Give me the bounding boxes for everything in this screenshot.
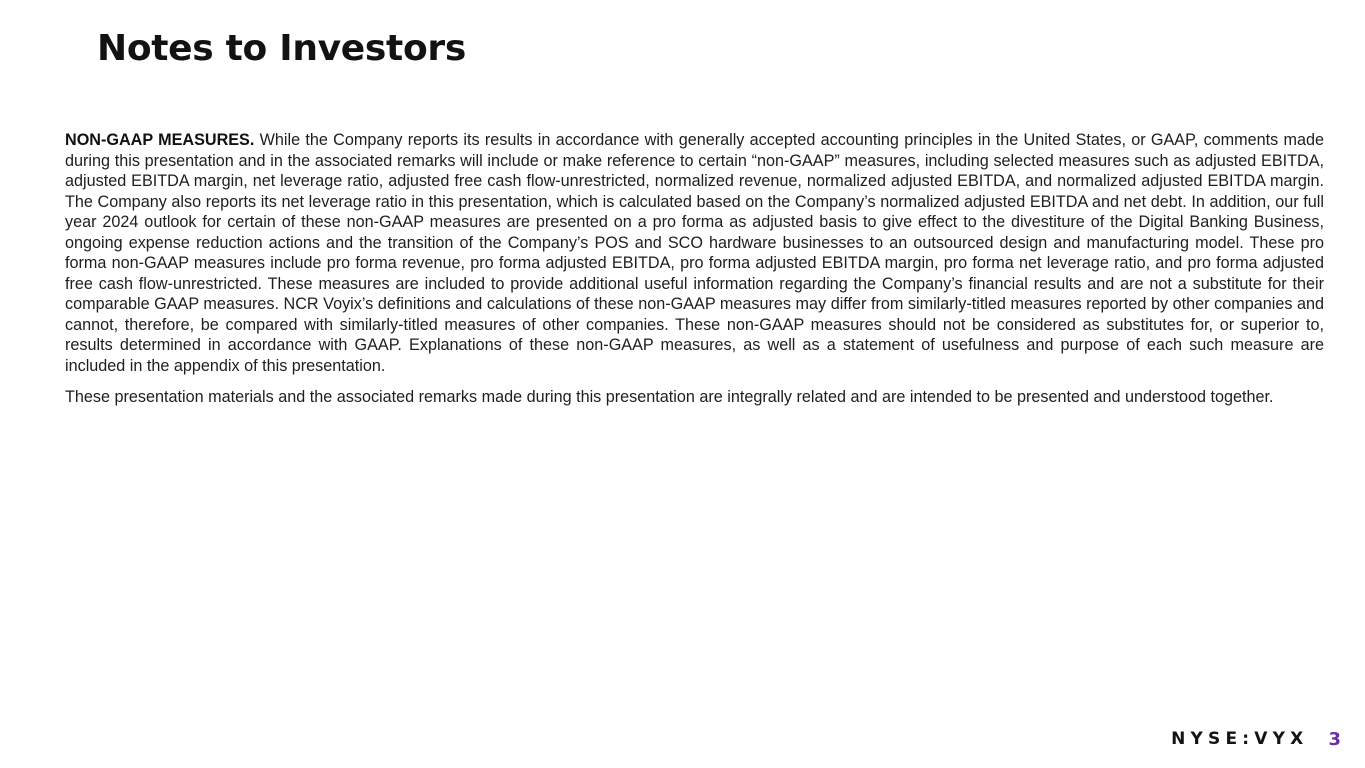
slide-footer — [1171, 726, 1341, 752]
non-gaap-heading: NON-GAAP MEASURES. — [65, 131, 255, 149]
non-gaap-paragraph — [65, 130, 1324, 376]
page-number: 3 — [1328, 728, 1341, 750]
page-title: Notes to Investors — [97, 28, 466, 69]
notes-body — [65, 130, 1324, 408]
stock-ticker: NYSE:VYX — [1171, 729, 1309, 749]
non-gaap-text: While the Company reports its results in accordance with generally accepted accounting principles in the United States, or GAAP, comments made during this presentation and in the associated remarks will include or make reference to certain “non-GAAP” measures, including selected measures such as adjusted EBITDA, adjusted EBITDA margin, net leverage ratio, adjusted free cash flow-unrestricted, normalized revenue, normalized adjusted EBITDA, and normalized adjusted EBITDA margin. The Company also reports its net leverage ratio in this presentation, which is calculated based on the Company’s normalized adjusted EBITDA and net debt. In addition, our full year 2024 outlook for certain of these non-GAAP measures are presented on a pro forma as adjusted basis to give effect to the divestiture of the Digital Banking Business, ongoing expense reduction actions and the transition of the Company’s POS and SCO hardware businesses to an outsourced design and manufacturing model. These pro forma non-GAAP measures include pro forma revenue, pro forma adjusted EBITDA, pro forma adjusted EBITDA margin, pro forma net leverage ratio, and pro forma adjusted free cash flow-unrestricted. These measures are included to provide additional useful information regarding the Company’s financial results and are not a substitute for their comparable GAAP measures. NCR Voyix’s definitions and calculations of these non-GAAP measures may differ from similarly-titled measures reported by other companies and cannot, therefore, be compared with similarly-titled measures of other companies. These non-GAAP measures should not be considered as substitutes for, or superior to, results determined in accordance with GAAP. Explanations of these non-GAAP measures, as well as a statement of usefulness and purpose of each such measure are included in the appendix of this presentation. — [65, 131, 1324, 375]
closing-paragraph: These presentation materials and the associated remarks made during this presentation are integrally related and are intended to be presented and understood together. — [65, 388, 1274, 406]
